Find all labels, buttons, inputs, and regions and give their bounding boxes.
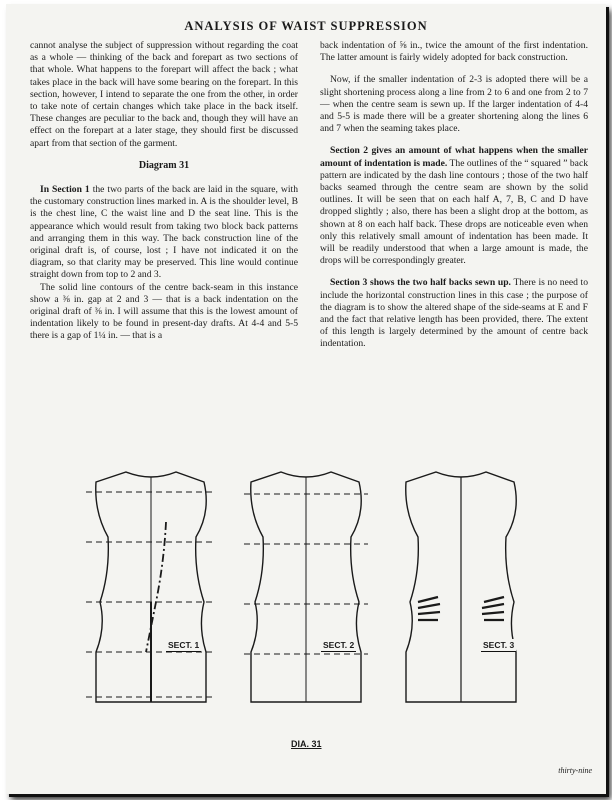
section-3-pattern <box>406 472 516 702</box>
paragraph: back indentation of ⅝ in., twice the amount of the first indentation. The latter amount is fairly widely adopted for back construction. <box>320 40 588 64</box>
paragraph <box>30 184 298 282</box>
paragraph: Now, if the smaller indentation of 2-3 is adopted there will be a slight shortening process along a line from 2 to 6 and one from 2 to 7 — when the centre seam is sewn up. If the larger indentation of 4-4 and 5-5 is made there will be a greater shortening along the lines 6 and 7 when the seaming takes place. <box>320 74 588 135</box>
lead-text: In Section 1 <box>40 184 90 196</box>
section-heading: Diagram 31 <box>138 159 190 171</box>
diagram-caption: DIA. 31 <box>291 739 322 749</box>
paragraph-body: that is a back indentation on the original draft of ⅜ in. I will assume that this is the lowest amount of indentation likely to be found in present-day drafts. At 4-4 and 5-5 there is a gap of 1¼ in. — that is a <box>30 293 298 342</box>
section-2-label: SECT. 2 <box>323 640 355 650</box>
lead-text: The solid line contours of the centre back-seam in this instance show a ⅜ in. gap at 2 and 3 — <box>30 281 298 305</box>
lead-text: Section 3 shows the two half backs sewn up. <box>330 277 511 289</box>
section-1-pattern <box>86 472 216 702</box>
paragraph <box>320 145 588 267</box>
paragraph-body: There is no need to include the horizontal construction lines in this case ; the purpose of the diagram is to show the altered shape of the side-seams at E and F and the fact that relative length has been provided, there. The extent of this length is largely determined by the amount of centre back indentation. <box>320 277 589 350</box>
diagram-31 <box>66 452 566 742</box>
section-2-pattern <box>244 472 368 702</box>
paragraph: cannot analyse the subject of suppression without regarding the coat as a whole — thinking of the back and forepart as two sections of that whole. What happens to the forepart will affect the back ; what takes place in the back will have some bearing on the forepart. In this section, however, I intend to separate the one from the other, in order to take note of certain changes which take place in the back itself. These changes are peculiar to the back and, though they will have an effect on the forepart at a later stage, they should first be discussed apart from that section of the garment. <box>30 40 298 149</box>
section-1-label: SECT. 1 <box>168 640 200 650</box>
paragraph <box>320 277 588 350</box>
page-number: thirty-nine <box>558 766 592 775</box>
paragraph <box>30 282 298 343</box>
right-column <box>320 40 588 361</box>
section-3-label: SECT. 3 <box>483 640 515 650</box>
paragraph-body: The outlines of the “ squared ” back pattern are indicated by the dash line contours ; those of the two half backs seamed through the centre seam are shown by the solid outlines. It will be seen that on each half A, 7, B, C and D have dropped slightly ; also, there has been a slight drop at the bottom, as shown at 8 on each half back. These drops are noticeable even when only this relatively small amount of indentation has been made. It will be readily understood that when a large amount is made, the drops will be correspondingly greater. <box>320 157 588 267</box>
left-column <box>30 40 298 353</box>
page <box>6 4 606 794</box>
diagram-drawing <box>66 452 566 742</box>
page-header: ANALYSIS OF WAIST SUPPRESSION <box>184 19 428 33</box>
lead-text: Section 2 gives an amount of what happens when the smaller amount of indentation is made. <box>320 145 588 169</box>
paragraph-body: the two parts of the back are laid in the square, with the customary construction lines marked in. A is the shoulder level, B is the chest line, C the waist line and D the seat line. This is the appearance which would result from taking two block back patterns and arranging them in this way. The back construction line of the original draft is, of course, lost ; I have not indicated it on the diagram, so that clarity may be preserved. This line would continue straight down from top to 2 and 3. <box>30 184 298 281</box>
